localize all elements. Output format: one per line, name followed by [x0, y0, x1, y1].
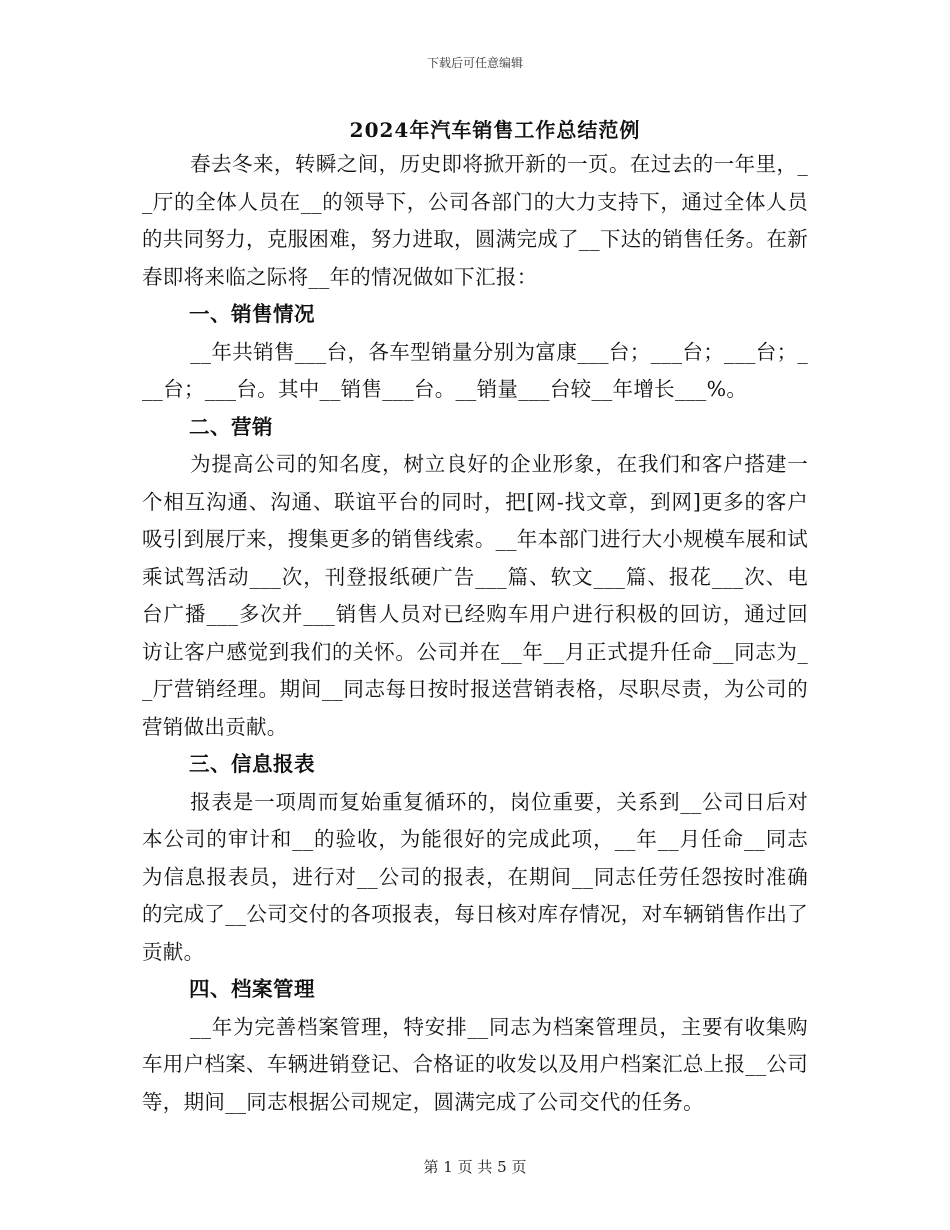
section-heading-marketing: 二、营销: [189, 414, 273, 439]
archives-paragraph: __年为完善档案管理，特安排__同志为档案管理员，主要有收集购车用户档案、车辆进销登记、合格证的收发以及用户档案汇总上报__公司等，期间__同志根据公司规定，圆满完成了公司交代的任务。: [142, 1014, 808, 1114]
reports-paragraph: 报表是一项周而复始重复循环的，岗位重要，关系到__公司日后对本公司的审计和__的验收，为能很好的完成此项，__年__月任命__同志为信息报表员，进行对__公司的报表，在期间__同志任劳任怨按时准确的完成了__公司交付的各项报表，每日核对库存情况，对车辆销售作出了贡献。: [142, 789, 808, 964]
document-title: 2024年汽车销售工作总结范例: [349, 118, 641, 142]
document-body: [142, 146, 808, 1121]
sales-paragraph: __年共销售___台，各车型销量分别为富康___台；___台；___台；___台；___台。其中__销售___台。__销量___台较__年增长___%。: [142, 339, 808, 401]
section-heading-reports: 三、信息报表: [189, 752, 315, 776]
marketing-paragraph: 为提高公司的知名度，树立良好的企业形象，在我们和客户搭建一个相互沟通、沟通、联谊平台的同时，把[网-找文章，到网]更多的客户吸引到展厅来，搜集更多的销售线索。__年本部门进行大小规模车展和试乘试驾活动___次，刊登报纸硬广告___篇、软文___篇、报花___次、电台广播___多次并___销售人员对已经购车用户进行积极的回访，通过回访让客户感觉到我们的关怀。公司并在__年__月正式提升任命__同志为__厅营销经理。期间__同志每日按时报送营销表格，尽职尽责，为公司的营销做出贡献。: [142, 452, 808, 739]
page-number-footer: 第 1 页 共 5 页: [423, 1158, 527, 1176]
section-heading-sales: 一、销售情况: [189, 302, 315, 326]
page-header-note: 下载后可任意编辑: [426, 56, 523, 70]
section-heading-archives: 四、档案管理: [189, 977, 315, 1001]
intro-paragraph: 春去冬来，转瞬之间，历史即将掀开新的一页。在过去的一年里，__厅的全体人员在__的领导下，公司各部门的大力支持下，通过全体人员的共同努力，克服困难，努力进取，圆满完成了__下达的销售任务。在新春即将来临之际将__年的情况做如下汇报：: [142, 152, 808, 289]
